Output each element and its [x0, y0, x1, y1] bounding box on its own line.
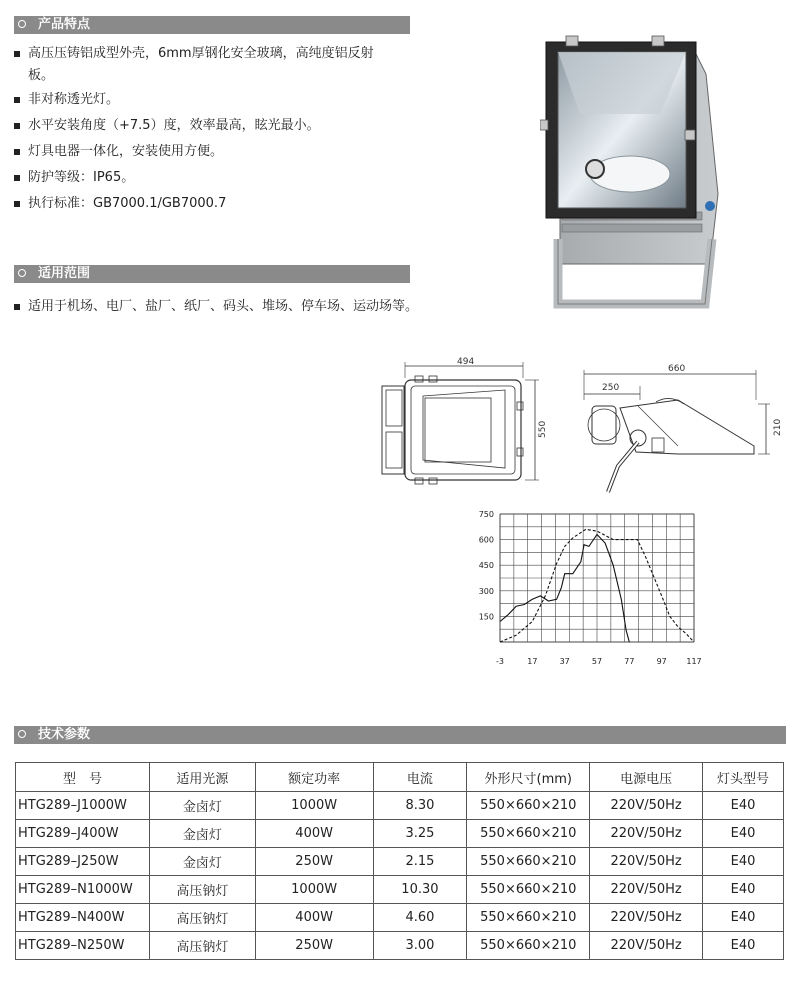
- table-cell: 金卤灯: [149, 848, 255, 876]
- table-cell: E40: [703, 904, 784, 932]
- scope-list: [14, 296, 419, 318]
- dimension-label: 494: [457, 357, 475, 367]
- table-cell: 高压钠灯: [149, 876, 255, 904]
- table-cell: 250W: [255, 932, 373, 960]
- table-cell: HTG289–N250W: [16, 932, 150, 960]
- table-row: [16, 820, 784, 848]
- section-title: 技术参数: [38, 727, 91, 742]
- list-item: [14, 43, 414, 87]
- feature-text: 高压压铸铝成型外壳，6mm厚钢化安全玻璃，高纯度铝反射: [28, 46, 374, 61]
- table-row: [16, 848, 784, 876]
- scope-text: 适用于机场、电厂、盐厂、纸厂、码头、堆场、停车场、运动场等。: [28, 299, 419, 314]
- table-cell: HTG289–J250W: [16, 848, 150, 876]
- table-row: [16, 876, 784, 904]
- dimension-label: 660: [668, 364, 686, 374]
- table-cell: 220V/50Hz: [590, 904, 703, 932]
- list-item: [14, 193, 414, 215]
- list-item: [14, 296, 419, 318]
- table-cell: E40: [703, 876, 784, 904]
- feature-text: 水平安装角度（+7.5）度，效率最高，眩光最小。: [28, 118, 320, 133]
- column-header: 电流: [373, 763, 467, 792]
- circle-bullet-icon: [18, 269, 26, 277]
- square-bullet-icon: [14, 149, 20, 155]
- list-item: [14, 167, 414, 189]
- y-tick-label: 450: [478, 561, 494, 571]
- table-cell: 1000W: [255, 876, 373, 904]
- table-cell: 3.00: [373, 932, 467, 960]
- y-tick-label: 150: [478, 612, 494, 622]
- table-cell: 220V/50Hz: [590, 820, 703, 848]
- column-header: 型 号: [16, 763, 150, 792]
- table-header-row: [16, 763, 784, 792]
- column-header: 灯头型号: [703, 763, 784, 792]
- square-bullet-icon: [14, 51, 20, 57]
- section-title: 产品特点: [38, 17, 91, 32]
- square-bullet-icon: [14, 304, 20, 310]
- table-cell: 400W: [255, 904, 373, 932]
- table-cell: 400W: [255, 820, 373, 848]
- table-cell: 8.30: [373, 792, 467, 820]
- section-header-features: [14, 16, 410, 34]
- circle-bullet-icon: [18, 20, 26, 28]
- x-tick-label: -3: [496, 657, 504, 666]
- table-row: [16, 792, 784, 820]
- column-header: 电源电压: [590, 763, 703, 792]
- product-photo: [540, 34, 740, 316]
- square-bullet-icon: [14, 175, 20, 181]
- table-cell: 3.25: [373, 820, 467, 848]
- table-cell: 550×660×210: [467, 792, 590, 820]
- table-cell: 550×660×210: [467, 820, 590, 848]
- feature-text: 非对称透光灯。: [28, 92, 120, 107]
- y-tick-label: 300: [478, 586, 494, 596]
- table-cell: E40: [703, 932, 784, 960]
- table-cell: 220V/50Hz: [590, 932, 703, 960]
- table-cell: HTG289–J400W: [16, 820, 150, 848]
- table-row: [16, 904, 784, 932]
- circle-bullet-icon: [18, 730, 26, 738]
- section-header-scope: [14, 265, 410, 283]
- table-cell: 4.60: [373, 904, 467, 932]
- x-tick-label: 17: [527, 657, 538, 666]
- table-cell: 220V/50Hz: [590, 848, 703, 876]
- table-cell: 550×660×210: [467, 932, 590, 960]
- list-item: [14, 141, 414, 163]
- column-header: 额定功率: [255, 763, 373, 792]
- table-cell: 10.30: [373, 876, 467, 904]
- table-cell: E40: [703, 848, 784, 876]
- dimension-label: 550: [538, 420, 548, 438]
- x-tick-label: 117: [686, 657, 702, 666]
- dimension-label: 250: [602, 383, 620, 393]
- y-axis-ticks: [479, 510, 494, 621]
- column-header: 适用光源: [149, 763, 255, 792]
- table-cell: 金卤灯: [149, 820, 255, 848]
- square-bullet-icon: [14, 97, 20, 103]
- section-header-specs: [14, 726, 786, 744]
- section-title: 适用范围: [38, 266, 91, 281]
- features-list: [14, 43, 414, 215]
- table-cell: 550×660×210: [467, 848, 590, 876]
- y-tick-label: 750: [478, 510, 494, 519]
- specs-table: [15, 762, 784, 960]
- y-tick-label: 600: [478, 535, 494, 545]
- x-axis-ticks: [496, 657, 702, 666]
- list-item: [14, 115, 414, 137]
- feature-text: 灯具电器一体化，安装使用方便。: [28, 144, 224, 159]
- side-view-drawing: [578, 356, 788, 496]
- table-cell: HTG289–J1000W: [16, 792, 150, 820]
- table-cell: HTG289–N1000W: [16, 876, 150, 904]
- series-line-solid: [500, 535, 629, 643]
- feature-text: 执行标准：GB7000.1/GB7000.7: [28, 196, 227, 211]
- table-cell: 550×660×210: [467, 876, 590, 904]
- table-cell: E40: [703, 792, 784, 820]
- square-bullet-icon: [14, 123, 20, 129]
- table-cell: 1000W: [255, 792, 373, 820]
- table-cell: 2.15: [373, 848, 467, 876]
- table-cell: 220V/50Hz: [590, 876, 703, 904]
- table-cell: 高压钠灯: [149, 932, 255, 960]
- x-tick-label: 57: [591, 657, 603, 666]
- table-row: [16, 932, 784, 960]
- dimension-label: 210: [773, 418, 783, 436]
- table-cell: 金卤灯: [149, 792, 255, 820]
- table-cell: E40: [703, 820, 784, 848]
- feature-text: 防护等级：IP65。: [28, 170, 135, 185]
- light-distribution-chart: [466, 508, 706, 670]
- table-cell: 550×660×210: [467, 904, 590, 932]
- table-cell: 220V/50Hz: [590, 792, 703, 820]
- square-bullet-icon: [14, 201, 20, 207]
- feature-text-continued: 板。: [28, 68, 55, 83]
- x-tick-label: 37: [559, 657, 570, 666]
- x-tick-label: 77: [624, 657, 635, 666]
- table-cell: 250W: [255, 848, 373, 876]
- table-cell: HTG289–N400W: [16, 904, 150, 932]
- front-view-drawing: [375, 356, 555, 496]
- table-cell: 高压钠灯: [149, 904, 255, 932]
- chart-grid: [500, 514, 694, 642]
- x-tick-label: 97: [656, 657, 667, 666]
- column-header: 外形尺寸(mm): [467, 763, 590, 792]
- list-item: [14, 89, 414, 111]
